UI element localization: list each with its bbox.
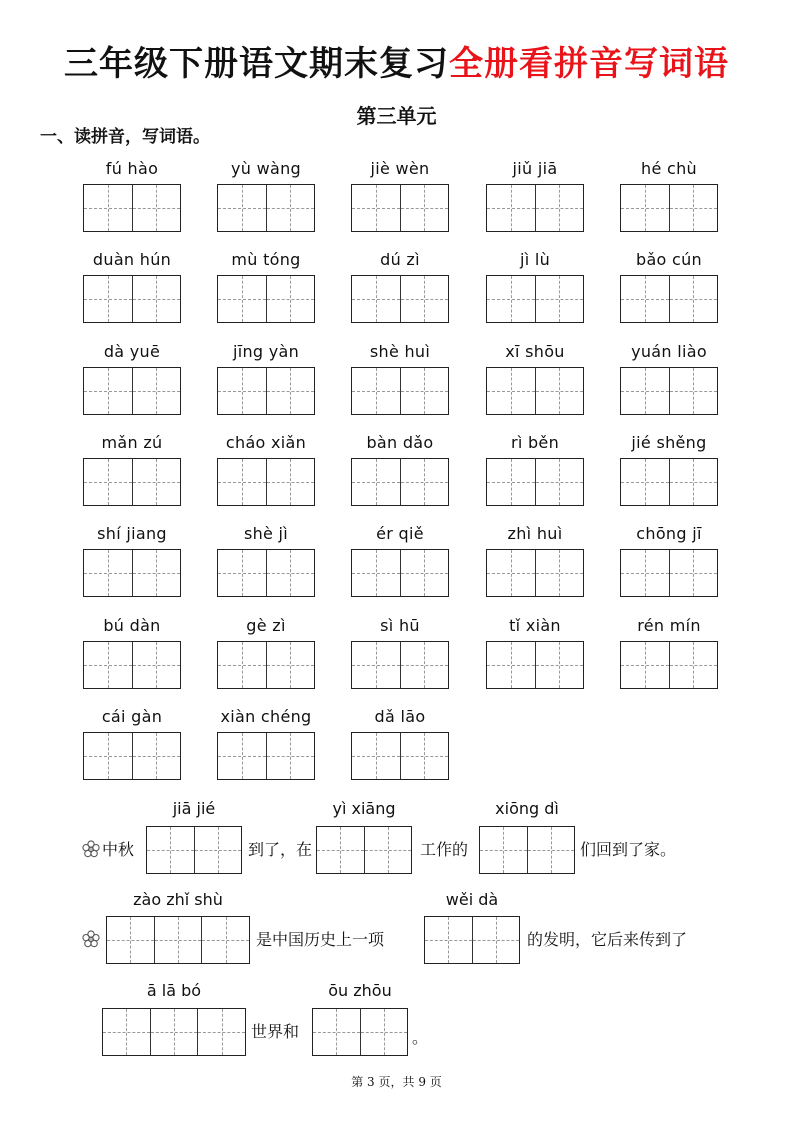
word-item <box>217 430 315 506</box>
word-pinyin: xī shōu <box>505 342 565 361</box>
word-item <box>620 339 718 415</box>
character-box[interactable] <box>669 459 718 505</box>
answer-grid[interactable] <box>83 549 181 597</box>
character-box[interactable] <box>669 185 718 231</box>
sentence2-pinyin1: zào zhǐ shù <box>133 890 223 909</box>
instruction-text: 一、读拼音，写词语。 <box>40 127 210 147</box>
sentence3-pinyin2: ōu zhōu <box>328 981 392 1000</box>
sentence1-text2: 到了，在 <box>248 840 313 859</box>
character-box[interactable] <box>487 185 535 231</box>
character-box[interactable] <box>535 276 584 322</box>
sentence3-text2: 。 <box>412 1028 429 1047</box>
answer-grid[interactable] <box>217 367 315 415</box>
word-pinyin: mǎn zú <box>101 433 163 452</box>
answer-grid[interactable] <box>620 367 718 415</box>
character-box[interactable] <box>400 276 449 322</box>
character-box[interactable] <box>487 276 535 322</box>
word-item <box>217 613 315 689</box>
answer-grid[interactable] <box>486 367 584 415</box>
sentence1-text4: 们回到了家。 <box>580 840 677 859</box>
sentence3-answer-grid1[interactable] <box>102 1008 246 1056</box>
word-item <box>217 521 315 597</box>
character-box[interactable] <box>487 459 535 505</box>
word-item <box>217 339 315 415</box>
answer-grid[interactable] <box>83 732 181 780</box>
word-pinyin: jiǔ jiā <box>512 159 558 178</box>
answer-grid[interactable] <box>217 641 315 689</box>
word-item <box>217 156 315 232</box>
character-box[interactable] <box>535 550 584 596</box>
character-box[interactable] <box>218 642 266 688</box>
word-pinyin: dà yuē <box>103 342 161 361</box>
sentence1-text1: 中秋 <box>102 840 135 859</box>
answer-grid[interactable] <box>486 549 584 597</box>
word-pinyin: shè jì <box>243 524 289 543</box>
character-box[interactable] <box>218 185 266 231</box>
answer-grid[interactable] <box>83 641 181 689</box>
word-pinyin: ér qiě <box>376 524 424 543</box>
character-box[interactable] <box>266 733 315 779</box>
character-box[interactable] <box>84 185 132 231</box>
character-box[interactable] <box>621 642 669 688</box>
answer-grid[interactable] <box>217 732 315 780</box>
word-item <box>620 613 718 689</box>
word-pinyin: hé chù <box>641 159 697 178</box>
character-box[interactable] <box>132 459 181 505</box>
character-box[interactable] <box>621 550 669 596</box>
page-title <box>0 36 793 85</box>
word-pinyin: rén mín <box>637 616 701 635</box>
answer-grid[interactable] <box>620 184 718 232</box>
character-box[interactable] <box>535 185 584 231</box>
sentence2-answer-grid1[interactable] <box>106 916 250 964</box>
unit-heading: 第三单元 <box>356 104 437 128</box>
character-box[interactable] <box>400 550 449 596</box>
sentence1-answer-grid1[interactable] <box>146 826 242 874</box>
answer-grid[interactable] <box>620 458 718 506</box>
sentence1-pinyin1: jiā jié <box>172 799 216 818</box>
sentence2-text2: 的发明，它后来传到了 <box>527 930 688 949</box>
sentence3-text1: 世界和 <box>251 1022 300 1041</box>
answer-grid[interactable] <box>486 184 584 232</box>
answer-grid[interactable] <box>217 275 315 323</box>
answer-grid[interactable] <box>351 367 449 415</box>
character-box[interactable] <box>352 642 400 688</box>
answer-grid[interactable] <box>217 458 315 506</box>
answer-grid[interactable] <box>83 275 181 323</box>
title-red: 全册看拼音写词语 <box>449 44 729 84</box>
answer-grid[interactable] <box>620 549 718 597</box>
character-box[interactable] <box>352 185 400 231</box>
sentence1-pinyin3: xiōng dì <box>495 799 559 818</box>
character-box[interactable] <box>84 276 132 322</box>
character-box[interactable] <box>132 642 181 688</box>
character-box[interactable] <box>132 368 181 414</box>
character-box[interactable] <box>218 368 266 414</box>
word-item <box>486 430 584 506</box>
character-box[interactable] <box>487 550 535 596</box>
word-pinyin: tǐ xiàn <box>509 616 561 635</box>
word-item <box>83 247 181 323</box>
word-item <box>620 430 718 506</box>
word-item <box>217 247 315 323</box>
word-item <box>486 521 584 597</box>
word-pinyin: xiàn chéng <box>220 707 312 726</box>
sentence1-answer-grid3[interactable] <box>479 826 575 874</box>
character-box[interactable] <box>535 642 584 688</box>
answer-grid[interactable] <box>351 184 449 232</box>
word-item <box>83 430 181 506</box>
character-box[interactable] <box>266 368 315 414</box>
word-pinyin: jié shěng <box>631 433 707 452</box>
word-pinyin: sì hū <box>380 616 420 635</box>
page-footer: 第 3 页，共 9 页 <box>351 1075 442 1089</box>
word-item <box>486 339 584 415</box>
word-item <box>83 521 181 597</box>
word-pinyin: jiè wèn <box>370 159 430 178</box>
word-item <box>351 247 449 323</box>
character-box[interactable] <box>621 459 669 505</box>
flower-icon <box>82 840 100 858</box>
character-box[interactable] <box>266 185 315 231</box>
character-box[interactable] <box>84 733 132 779</box>
word-item <box>486 613 584 689</box>
sentence2-answer-grid2[interactable] <box>424 916 520 964</box>
answer-grid[interactable] <box>620 641 718 689</box>
sentence1-answer-grid2[interactable] <box>316 826 412 874</box>
character-box[interactable] <box>352 550 400 596</box>
answer-grid[interactable] <box>83 184 181 232</box>
answer-grid[interactable] <box>83 367 181 415</box>
word-pinyin: yuán liào <box>631 342 707 361</box>
answer-grid[interactable] <box>351 549 449 597</box>
word-pinyin: fú hào <box>105 159 159 178</box>
character-box[interactable] <box>218 733 266 779</box>
word-pinyin: bú dàn <box>103 616 161 635</box>
sentence2-text1: 是中国历史上一项 <box>256 930 385 949</box>
word-pinyin: mù tóng <box>231 250 301 269</box>
answer-grid[interactable] <box>351 641 449 689</box>
character-box[interactable] <box>400 459 449 505</box>
answer-grid[interactable] <box>351 458 449 506</box>
answer-grid[interactable] <box>486 275 584 323</box>
answer-grid[interactable] <box>83 458 181 506</box>
word-pinyin: cái gàn <box>101 707 163 726</box>
answer-grid[interactable] <box>486 458 584 506</box>
character-box[interactable] <box>266 550 315 596</box>
character-box[interactable] <box>400 185 449 231</box>
character-box[interactable] <box>669 368 718 414</box>
word-pinyin: rì běn <box>510 433 560 452</box>
character-box[interactable] <box>621 368 669 414</box>
word-pinyin: shè huì <box>369 342 431 361</box>
word-pinyin: jì lù <box>519 250 551 269</box>
word-item <box>351 704 449 780</box>
word-item <box>351 156 449 232</box>
character-box[interactable] <box>487 642 535 688</box>
title-black: 三年级下册语文期末复习 <box>64 44 449 84</box>
word-item <box>83 704 181 780</box>
character-box[interactable] <box>535 459 584 505</box>
character-box[interactable] <box>266 459 315 505</box>
character-box[interactable] <box>132 185 181 231</box>
sentence3-pinyin1: ā lā bó <box>146 981 202 1000</box>
character-box[interactable] <box>621 185 669 231</box>
word-item <box>351 339 449 415</box>
character-box[interactable] <box>621 276 669 322</box>
character-box[interactable] <box>84 368 132 414</box>
answer-grid[interactable] <box>351 732 449 780</box>
character-box[interactable] <box>400 733 449 779</box>
character-box[interactable] <box>218 550 266 596</box>
character-box[interactable] <box>669 642 718 688</box>
word-pinyin: yù wàng <box>231 159 301 178</box>
character-box[interactable] <box>400 642 449 688</box>
word-pinyin: dǎ lāo <box>374 707 426 726</box>
character-box[interactable] <box>669 550 718 596</box>
word-item <box>83 156 181 232</box>
character-box[interactable] <box>400 368 449 414</box>
character-box[interactable] <box>352 459 400 505</box>
character-box[interactable] <box>218 276 266 322</box>
character-box[interactable] <box>352 368 400 414</box>
word-item <box>83 339 181 415</box>
word-pinyin: cháo xiǎn <box>225 433 307 452</box>
character-box[interactable] <box>266 276 315 322</box>
word-item <box>351 521 449 597</box>
character-box[interactable] <box>218 459 266 505</box>
character-box[interactable] <box>669 276 718 322</box>
character-box[interactable] <box>535 368 584 414</box>
word-item <box>217 704 315 780</box>
sentence2-pinyin2: wěi dà <box>445 890 499 909</box>
word-item <box>351 613 449 689</box>
sentence1-text3: 工作的 <box>420 840 469 859</box>
word-item <box>620 521 718 597</box>
character-box[interactable] <box>132 276 181 322</box>
character-box[interactable] <box>84 459 132 505</box>
word-item <box>351 430 449 506</box>
word-item <box>486 156 584 232</box>
answer-grid[interactable] <box>620 275 718 323</box>
word-pinyin: duàn hún <box>92 250 172 269</box>
character-box[interactable] <box>352 276 400 322</box>
character-box[interactable] <box>352 733 400 779</box>
answer-grid[interactable] <box>217 549 315 597</box>
character-box[interactable] <box>132 733 181 779</box>
word-pinyin: gè zì <box>246 616 286 635</box>
answer-grid[interactable] <box>486 641 584 689</box>
word-pinyin: bàn dǎo <box>366 433 434 452</box>
sentence1-pinyin2: yì xiāng <box>332 799 396 818</box>
word-pinyin: bǎo cún <box>635 250 702 269</box>
word-pinyin: chōng jī <box>636 524 702 543</box>
sentence3-answer-grid2[interactable] <box>312 1008 408 1056</box>
word-pinyin: shí jiang <box>97 524 167 543</box>
character-box[interactable] <box>487 368 535 414</box>
word-pinyin: jīng yàn <box>232 342 300 361</box>
character-box[interactable] <box>84 550 132 596</box>
word-item <box>620 156 718 232</box>
answer-grid[interactable] <box>351 275 449 323</box>
word-item <box>486 247 584 323</box>
word-item <box>83 613 181 689</box>
word-pinyin: zhì huì <box>507 524 563 543</box>
word-pinyin: dú zì <box>380 250 420 269</box>
word-item <box>620 247 718 323</box>
character-box[interactable] <box>266 642 315 688</box>
character-box[interactable] <box>84 642 132 688</box>
character-box[interactable] <box>132 550 181 596</box>
flower-icon <box>82 930 100 948</box>
answer-grid[interactable] <box>217 184 315 232</box>
